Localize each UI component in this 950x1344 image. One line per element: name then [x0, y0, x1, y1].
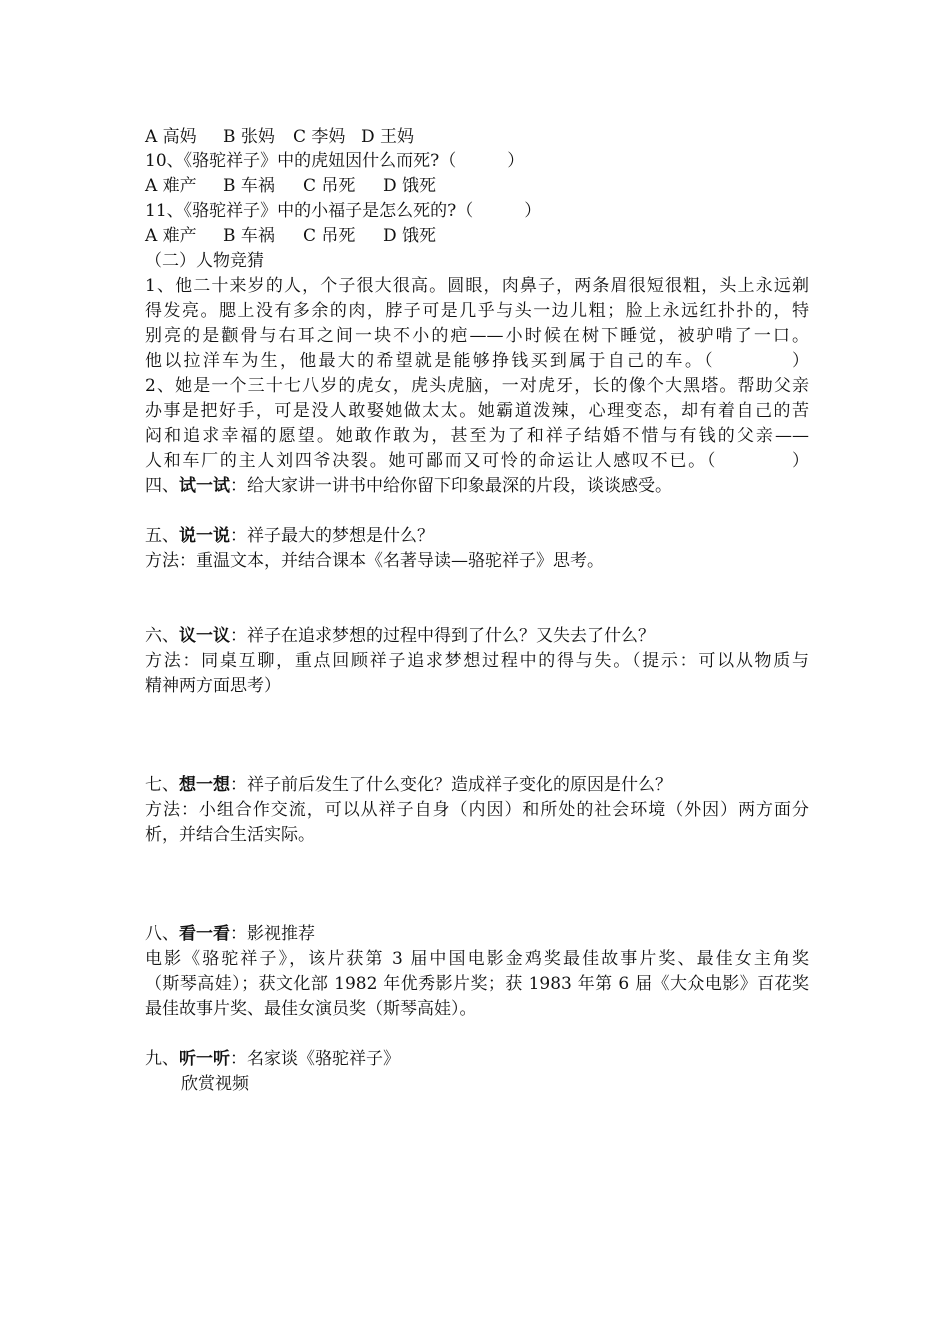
section-keyword: 想一想 — [179, 775, 230, 795]
section-number: 七、 — [145, 775, 179, 795]
section-6-method: 精神两方面思考） — [145, 676, 281, 696]
section-keyword: 看一看 — [179, 924, 230, 944]
section-keyword: 说一说 — [179, 526, 230, 546]
section-keyword: 听一听 — [179, 1049, 230, 1069]
section-9-sub: 欣赏视频 — [181, 1074, 249, 1094]
section-5-heading — [145, 524, 434, 548]
section-number: 八、 — [145, 924, 179, 944]
option-d: D 饿死 — [383, 226, 437, 246]
option-b: B 车祸 — [223, 176, 275, 196]
guess2-line: 闷和追求幸福的愿望。她敢作敢为，甚至为了和祥子结婚不惜与有钱的父亲—— — [145, 426, 809, 446]
section-4-heading — [145, 474, 672, 498]
guess2-line: 2、她是一个三十七八岁的虎女，虎头虎脑，一对虎牙，长的像个大黑塔。帮助父亲 — [145, 376, 809, 396]
guess1-line: 1、他二十来岁的人，个子很大很高。圆眼，肉鼻子，两条眉很短很粗，头上永远剃 — [145, 276, 809, 296]
section-8-body: 电影《骆驼祥子》，该片获第 3 届中国电影金鸡奖最佳故事片奖、最佳女主角奖 — [145, 949, 809, 969]
section-6-method: 方法：同桌互聊，重点回顾祥子追求梦想过程中的得与失。（提示：可以从物质与 — [145, 651, 809, 671]
option-c: C 李妈 — [293, 127, 346, 147]
section-title: （二）人物竞猜 — [145, 251, 264, 271]
guess1-line: 别亮的是颧骨与右耳之间一块不小的疤——小时候在树下睡觉，被驴啃了一口。 — [145, 326, 809, 346]
section-prompt: ：给大家讲一讲书中给你留下印象最深的片段，谈谈感受。 — [230, 476, 672, 496]
section-7-method: 方法：小组合作交流，可以从祥子自身（内因）和所处的社会环境（外因）两方面分 — [145, 800, 809, 820]
section-prompt: ：祥子最大的梦想是什么？ — [230, 526, 434, 546]
section-8-heading — [145, 922, 315, 946]
option-c: C 吊死 — [303, 226, 356, 246]
q9-options — [145, 125, 414, 149]
option-a: A 难产 — [145, 176, 197, 196]
section-number: 九、 — [145, 1049, 179, 1069]
option-b: B 车祸 — [223, 226, 275, 246]
section-7-heading — [145, 773, 672, 797]
section-prompt: ：祥子在追求梦想的过程中得到了什么？又失去了什么？ — [230, 626, 655, 646]
option-b: B 张妈 — [223, 127, 275, 147]
section-keyword: 试一试 — [179, 476, 230, 496]
option-d: D 王妈 — [361, 127, 415, 147]
guess1-line: 他以拉洋车为生，他最大的希望就是能够挣钱买到属于自己的车。（ ） — [145, 351, 809, 371]
q10-options — [145, 174, 436, 198]
guess2-line: 人和车厂的主人刘四爷决裂。她可鄙而又可怜的命运让人感叹不已。（ ） — [145, 451, 809, 471]
question-10: 10、《骆驼祥子》中的虎妞因什么而死?（ ） — [145, 151, 525, 171]
section-7-method: 析，并结合生活实际。 — [145, 825, 315, 845]
section-8-body: 最佳故事片奖、最佳女演员奖（斯琴高娃）。 — [145, 999, 477, 1019]
section-prompt: ：影视推荐 — [230, 924, 315, 944]
option-a: A 高妈 — [145, 127, 197, 147]
q11-options — [145, 224, 436, 248]
section-prompt: ：名家谈《骆驼祥子》 — [230, 1049, 400, 1069]
option-d: D 饿死 — [383, 176, 437, 196]
section-5-method: 方法：重温文本，并结合课本《名著导读—骆驼祥子》思考。 — [145, 551, 604, 571]
section-number: 五、 — [145, 526, 179, 546]
section-number: 六、 — [145, 626, 179, 646]
guess2-line: 办事是把好手，可是没人敢娶她做太太。她霸道泼辣，心理变态，却有着自己的苦 — [145, 401, 809, 421]
section-8-body: （斯琴高娃）；获文化部 1982 年优秀影片奖；获 1983 年第 6 届《大众电影》百花奖 — [145, 974, 809, 994]
section-6-heading — [145, 624, 655, 648]
section-number: 四、 — [145, 476, 179, 496]
document-page — [145, 0, 815, 1344]
option-a: A 难产 — [145, 226, 197, 246]
section-keyword: 议一议 — [179, 626, 230, 646]
question-11: 11、《骆驼祥子》中的小福子是怎么死的?（ ） — [145, 201, 542, 221]
section-9-heading — [145, 1047, 400, 1071]
option-c: C 吊死 — [303, 176, 356, 196]
guess1-line: 得发亮。腮上没有多余的肉，脖子可是几乎与头一边儿粗；脸上永远红扑扑的，特 — [145, 301, 809, 321]
section-prompt: ：祥子前后发生了什么变化？造成祥子变化的原因是什么？ — [230, 775, 672, 795]
